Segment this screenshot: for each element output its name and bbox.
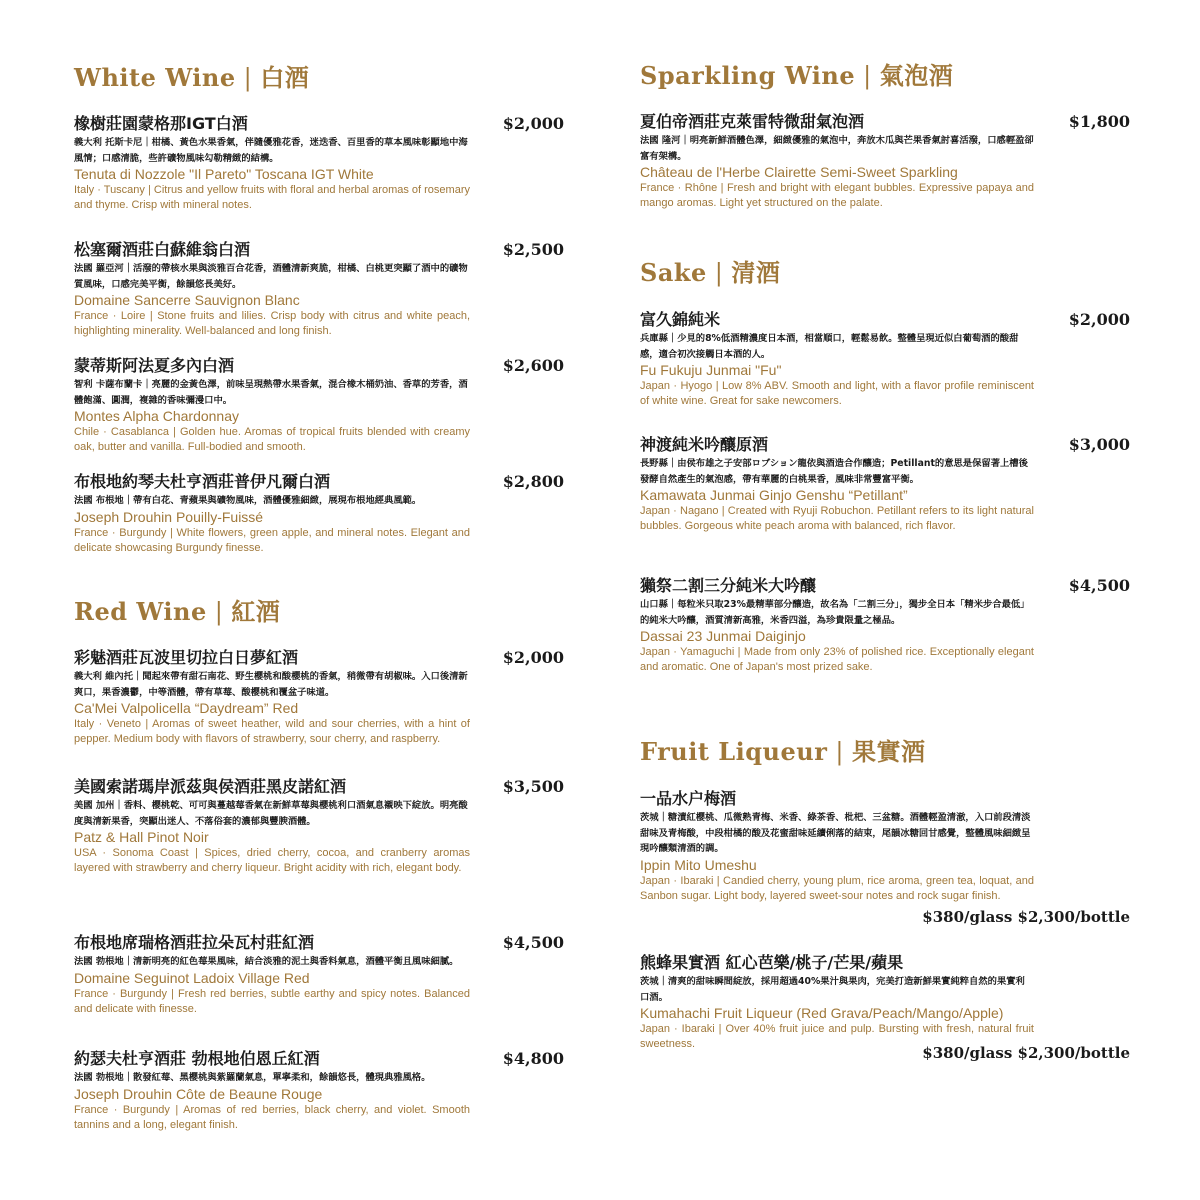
item-price: $4,500 — [1068, 576, 1130, 595]
item-name-zh: 布根地席瑞格酒莊拉朵瓦村莊紅酒 — [74, 933, 315, 952]
menu-item — [74, 114, 564, 213]
item-price: $2,800 — [502, 472, 564, 491]
item-price: $4,500 — [502, 933, 564, 952]
item-description-en: France · Loire | Stone fruits and lilies. Crisp body with citrus and white peach, highlighting minerality. Well-balanced and long finish. — [74, 310, 470, 337]
item-price-glass-bottle: $380/glass $2,300/bottle — [922, 1044, 1130, 1062]
section-title-sake: Sake | 清酒 — [640, 258, 781, 287]
menu-item — [640, 789, 1130, 904]
item-name-en: Domaine Seguinot Ladoix Village Red — [74, 969, 310, 986]
item-description-zh: 法國 勃根地｜清新明亮的紅色莓果風味，結合淡雅的泥土與香料氣息，酒體平衡且風味細膩。 — [74, 956, 459, 967]
item-description-zh: 義大利 維內托｜聞起來帶有甜石南花、野生櫻桃和酸櫻桃的香氣，稍微帶有胡椒味。入口後清新爽口，果香濃鬱，中等酒體，帶有草莓、酸櫻桃和覆盆子味道。 — [74, 671, 468, 698]
menu-item — [640, 953, 1130, 1052]
item-name-zh: 熊蜂果實酒 紅心芭樂/桃子/芒果/蘋果 — [640, 953, 904, 972]
item-description-en: Italy · Tuscany | Citrus and yellow fruits with floral and herbal aromas of rosemary and thyme. Crisp with mineral notes. — [74, 184, 470, 211]
item-name-en: Fu Fukuju Junmai "Fu" — [640, 362, 782, 378]
menu-item — [74, 777, 564, 876]
item-name-en: Montes Alpha Chardonnay — [74, 408, 239, 424]
section-title-sparkling-wine: Sparkling Wine | 氣泡酒 — [640, 61, 954, 90]
item-description-zh: 法國 隆河｜明亮新鮮酒體色澤，細緻優雅的氣泡中，奔放木瓜與芒果香氣討喜活潑，口感輕盈卻富有架構。 — [640, 135, 1034, 162]
item-description-en: Italy · Veneto | Aromas of sweet heather, wild and sour cherries, with a hint of pepper. Medium body with flavors of strawberry, sour cherry, and raspberry. — [74, 718, 470, 745]
item-name-zh: 一品水户梅酒 — [640, 789, 737, 808]
menu-item — [74, 933, 564, 1017]
item-name-en: Patz & Hall Pinot Noir — [74, 829, 209, 845]
menu-item — [74, 356, 564, 455]
item-name-zh: 約瑟夫杜亨酒莊 勃根地伯恩丘紅酒 — [74, 1049, 320, 1068]
item-description-zh: 法國 布根地｜帶有白花、青蘋果與礦物風味，酒體優雅細緻，展現布根地經典風範。 — [74, 495, 422, 506]
sake-section — [640, 253, 1130, 288]
item-name-zh: 美國索諾瑪岸派茲與侯酒莊黑皮諾紅酒 — [74, 777, 347, 796]
item-description-en: Japan · Nagano | Created with Ryuji Robuchon. Petillant refers to its light natural bubbles. Gorgeous white peach aroma with balanced, rich flavor. — [640, 505, 1034, 532]
item-name-en: Dassai 23 Junmai Daiginjo — [640, 628, 806, 644]
item-description-en: Chile · Casablanca | Golden hue. Aromas of tropical fruits blended with creamy oak, butter and vanilla. Full-bodied and smooth. — [74, 426, 470, 453]
section-title-red-wine: Red Wine | 紅酒 — [74, 597, 281, 626]
item-description-zh: 兵庫縣｜少見的8%低酒精濃度日本酒，相當順口，輕鬆易飲。整體呈現近似白葡萄酒的酸甜感，適合初次接觸日本酒的人。 — [640, 333, 1019, 360]
item-name-en: Joseph Drouhin Côte de Beaune Rouge — [74, 1085, 323, 1102]
item-description-zh: 山口縣｜每粒米只取23%最精華部分釀造，故名為「二割三分」，獨步全日本「精米步合最低」的純米大吟釀，酒質清新高雅，米香四溢，為珍貴限量之極品。 — [640, 599, 1030, 626]
item-description-en: Japan · Yamaguchi | Made from only 23% of polished rice. Exceptionally elegant and aromatic. One of Japan's most prized sake. — [640, 646, 1034, 673]
item-name-zh: 神渡純米吟釀原酒 — [640, 435, 769, 454]
item-price: $3,500 — [502, 777, 564, 796]
item-description-en: France · Burgundy | Fresh red berries, subtle earthy and spicy notes. Balanced and delicate with finesse. — [74, 987, 470, 1015]
item-name-en: Kumahachi Fruit Liqueur (Red Grava/Peach/Mango/Apple) — [640, 1005, 1004, 1021]
menu-item — [74, 240, 564, 339]
item-description-zh: 法國 羅亞河｜活潑的帶核水果與淡雅百合花香，酒體清新爽脆，柑橘、白桃更突顯了酒中的礦物質風味，口感完美平衡，餘韻悠長美好。 — [74, 263, 468, 290]
menu-item — [74, 648, 564, 747]
item-name-zh: 獺祭二割三分純米大吟釀 — [640, 576, 817, 595]
item-name-zh: 夏伯帝酒莊克萊雷特微甜氣泡酒 — [640, 112, 865, 131]
item-price: $1,800 — [1068, 112, 1130, 131]
item-price: $2,000 — [502, 114, 564, 133]
item-description-zh: 義大利 托斯卡尼｜柑橘、黃色水果香氣，伴隨優雅花香，迷迭香、百里香的草本風味彰顯地中海風情；口感清脆，些許礦物風味勾勒精緻的結構。 — [74, 137, 468, 164]
item-name-en: Château de l'Herbe Clairette Semi-Sweet Sparkling — [640, 164, 958, 180]
section-title-white-wine: White Wine | 白酒 — [74, 63, 310, 92]
menu-item — [640, 576, 1130, 675]
sparkling-wine-section — [640, 56, 1130, 91]
menu-item — [74, 472, 564, 556]
item-description-zh: 智利 卡薩布蘭卡｜亮麗的金黃色澤，前味呈現熱帶水果香氣，混合橡木桶奶油、香草的芳香，酒體飽滿、圓潤，複雜的香味彌漫口中。 — [74, 379, 468, 406]
item-name-en: Tenuta di Nozzole "Il Pareto" Toscana IGT White — [74, 166, 374, 182]
item-name-zh: 松塞爾酒莊白蘇維翁白酒 — [74, 240, 251, 259]
item-name-zh: 蒙蒂斯阿法夏多內白酒 — [74, 356, 235, 375]
red-wine-section — [74, 592, 564, 627]
item-description-en: Japan · Hyogo | Low 8% ABV. Smooth and light, with a flavor profile reminiscent of white wine. Great for sake newcomers. — [640, 380, 1034, 407]
item-name-en: Joseph Drouhin Pouilly-Fuissé — [74, 508, 264, 525]
menu-item — [640, 112, 1130, 211]
item-description-zh: 茨城｜糖漬紅櫻桃、瓜微熟青梅、米香、綠茶香、枇杷、三盆糖。酒體輕盈清澈，入口前段清淡甜味及青梅酸，中段柑橘的酸及花蜜甜味延續俐落的結束，尾韻冰糖回甘感覺，整體風味細緻呈現吟釀類清酒的調。 — [640, 812, 1031, 854]
item-price: $2,500 — [502, 240, 564, 259]
menu-item — [74, 1049, 564, 1133]
white-wine-section — [74, 58, 564, 93]
menu-item — [640, 310, 1130, 409]
item-name-zh: 布根地約琴夫杜亨酒莊普伊凡爾白酒 — [74, 472, 331, 491]
item-description-zh: 長野縣｜由侯布雄之子安部ロブション龍依與酒造合作釀造；Petillant的意思是保留著上槽後發酵自然產生的氣泡感，帶有華麗的白桃果香，風味非常豐富平衡。 — [640, 458, 1028, 485]
item-description-zh: 茨城｜清爽的甜味瞬間綻放，採用超過40%果汁與果肉，完美打造新鮮果實純粹自然的果實利口酒。 — [640, 976, 1025, 1003]
section-title-fruit-liqueur: Fruit Liqueur | 果實酒 — [640, 737, 926, 766]
item-price: $4,800 — [502, 1049, 564, 1068]
item-description-en: Japan · Ibaraki | Candied cherry, young plum, rice aroma, green tea, loquat, and Sanbon sugar. Light body, layered sweet-sour notes and rock sugar finish. — [640, 874, 1034, 902]
item-description-en: Japan · Ibaraki | Over 40% fruit juice and pulp. Bursting with fresh, natural fruit sweetness. — [640, 1023, 1034, 1050]
item-name-zh: 彩魅酒莊瓦波里切拉白日夢紅酒 — [74, 648, 299, 667]
item-description-en: France · Burgundy | White flowers, green apple, and mineral notes. Elegant and delicate showcasing Burgundy finesse. — [74, 526, 470, 554]
item-name-zh: 橡樹莊園蒙格那IGT白酒 — [74, 114, 248, 133]
item-price-glass-bottle: $380/glass $2,300/bottle — [922, 908, 1130, 926]
item-description-en: France · Rhône | Fresh and bright with elegant bubbles. Expressive papaya and mango aromas. Light yet structured on the palate. — [640, 182, 1034, 209]
item-name-zh: 富久錦純米 — [640, 310, 721, 329]
item-price: $3,000 — [1068, 435, 1130, 454]
item-name-en: Ca'Mei Valpolicella “Daydream” Red — [74, 700, 299, 716]
item-price: $2,600 — [502, 356, 564, 375]
menu-item — [640, 435, 1130, 534]
item-name-en: Domaine Sancerre Sauvignon Blanc — [74, 292, 300, 308]
fruit-liqueur-section — [640, 732, 1130, 767]
item-description-zh: 美國 加州｜香料、櫻桃乾、可可與蔓越莓香氣在新鮮草莓與櫻桃利口酒氣息襯映下綻放。明亮酸度與清新果香，突顯出迷人、不落俗套的濃郁與豐腴酒體。 — [74, 800, 468, 827]
item-description-en: USA · Sonoma Coast | Spices, dried cherry, cocoa, and cranberry aromas layered with strawberry and cherry liqueur. Bright acidity with rich, elegant body. — [74, 847, 470, 874]
item-name-en: Kamawata Junmai Ginjo Genshu “Petillant” — [640, 487, 908, 503]
item-name-en: Ippin Mito Umeshu — [640, 856, 757, 873]
item-price: $2,000 — [502, 648, 564, 667]
item-description-zh: 法國 勃根地｜散發紅莓、黑櫻桃與紫羅蘭氣息，單寧柔和，餘韻悠長，體現典雅風格。 — [74, 1072, 431, 1083]
item-description-en: France · Burgundy | Aromas of red berries, black cherry, and violet. Smooth tannins and a long, elegant finish. — [74, 1103, 470, 1131]
item-price: $2,000 — [1068, 310, 1130, 329]
